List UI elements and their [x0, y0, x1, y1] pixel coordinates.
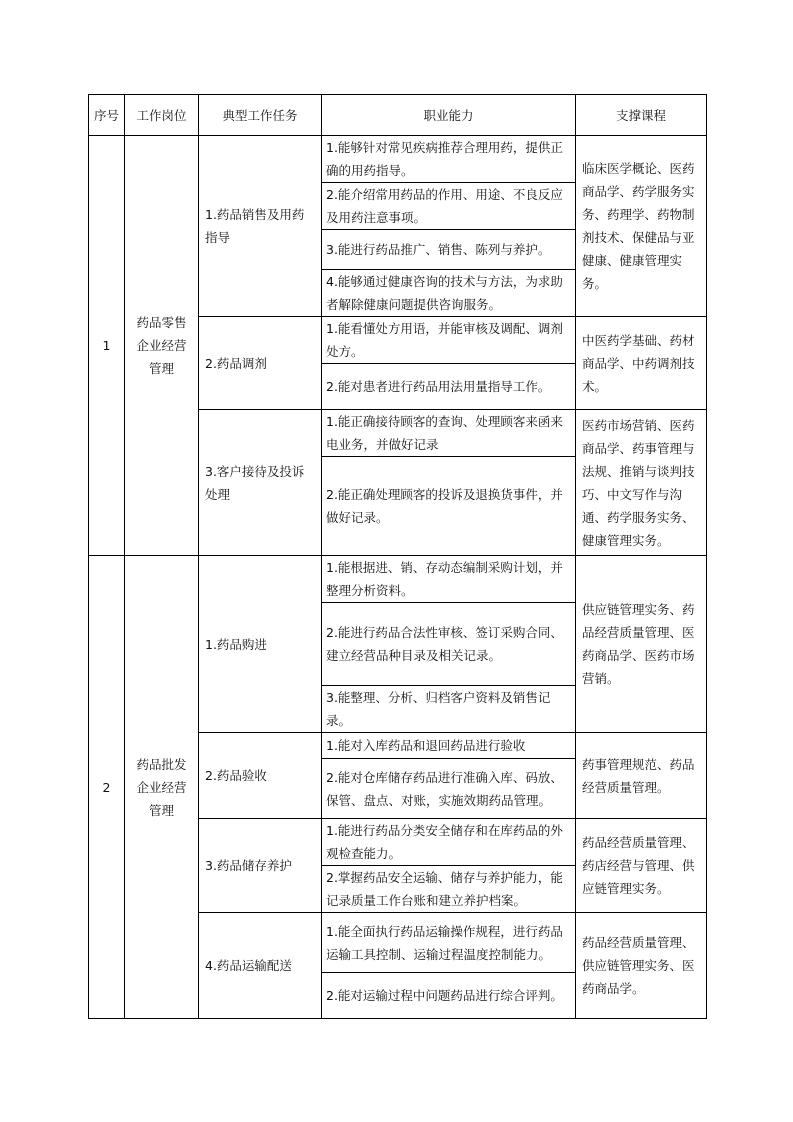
- header-post: 工作岗位: [125, 95, 199, 136]
- ability-cell: 1.能全面执行药品运输操作规程，进行药品运输工具控制、运输过程温度控制能力。: [322, 913, 576, 973]
- work-task: 1.药品购进: [199, 556, 322, 733]
- ability-cell: 2.能介绍常用药品的作用、用途、不良反应及用药注意事项。: [322, 183, 576, 230]
- work-task: 3.客户接待及投诉处理: [199, 410, 322, 556]
- row-number: 1: [89, 136, 125, 556]
- support-course: 药品经营质量管理、供应链管理实务、医药商品学。: [576, 913, 707, 1019]
- header-course: 支撑课程: [576, 95, 707, 136]
- support-course: 临床医学概论、医药商品学、药学服务实务、药理学、药物制剂技术、保健品与亚健康、健康管理实务。: [576, 136, 707, 317]
- ability-cell: 1.能对入库药品和退回药品进行验收: [322, 733, 576, 759]
- table-body: [89, 136, 707, 1019]
- support-course: 药品经营质量管理、药店经营与管理、供应链管理实务。: [576, 819, 707, 913]
- row-number: 2: [89, 556, 125, 1019]
- table-row: [89, 556, 707, 603]
- ability-cell: 3.能整理、分析、归档客户资料及销售记录。: [322, 686, 576, 733]
- ability-cell: 4.能够通过健康咨询的技术与方法，为求助者解除健康问题提供咨询服务。: [322, 270, 576, 317]
- table-row: [89, 136, 707, 183]
- work-post: 药品批发企业经营管理: [125, 556, 199, 1019]
- ability-cell: 2.能对运输过程中问题药品进行综合评判。: [322, 973, 576, 1019]
- ability-cell: 1.能进行药品分类安全储存和在库药品的外观检查能力。: [322, 819, 576, 866]
- work-task: 1.药品销售及用药指导: [199, 136, 322, 317]
- header-row: [89, 95, 707, 136]
- ability-cell: 2.能对患者进行药品用法用量指导工作。: [322, 364, 576, 410]
- support-course: 药事管理规范、药品经营质量管理。: [576, 733, 707, 819]
- work-task: 2.药品调剂: [199, 317, 322, 410]
- support-course: 医药市场营销、医药商品学、药事管理与法规、推销与谈判技巧、中文写作与沟通、药学服务实务、健康管理实务。: [576, 410, 707, 556]
- ability-cell: 2.能进行药品合法性审核、签订采购合同、建立经营品种目录及相关记录。: [322, 603, 576, 686]
- ability-cell: 3.能进行药品推广、销售、陈列与养护。: [322, 230, 576, 270]
- header-ability: 职业能力: [322, 95, 576, 136]
- ability-cell: 2.能正确处理顾客的投诉及退换货事件，并做好记录。: [322, 457, 576, 556]
- work-task: 2.药品验收: [199, 733, 322, 819]
- header-seq: 序号: [89, 95, 125, 136]
- ability-cell: 1.能正确接待顾客的查询、处理顾客来函来电业务，并做好记录: [322, 410, 576, 457]
- header-task: 典型工作任务: [199, 95, 322, 136]
- ability-cell: 1.能根据进、销、存动态编制采购计划，并整理分析资料。: [322, 556, 576, 603]
- ability-cell: 1.能够针对常见疾病推荐合理用药，提供正确的用药指导。: [322, 136, 576, 183]
- work-task: 3.药品储存养护: [199, 819, 322, 913]
- ability-cell: 2.能对仓库储存药品进行准确入库、码放、保管、盘点、对账，实施效期药品管理。: [322, 759, 576, 819]
- work-task: 4.药品运输配送: [199, 913, 322, 1019]
- ability-cell: 1.能看懂处方用语，并能审核及调配、调剂处方。: [322, 317, 576, 364]
- support-course: 中医药学基础、药材商品学、中药调剂技术。: [576, 317, 707, 410]
- ability-cell: 2.掌握药品安全运输、储存与养护能力，能记录质量工作台账和建立养护档案。: [322, 866, 576, 913]
- work-post: 药品零售企业经营管理: [125, 136, 199, 556]
- support-course: 供应链管理实务、药品经营质量管理、医药商品学、医药市场营销。: [576, 556, 707, 733]
- curriculum-table: [88, 94, 707, 1019]
